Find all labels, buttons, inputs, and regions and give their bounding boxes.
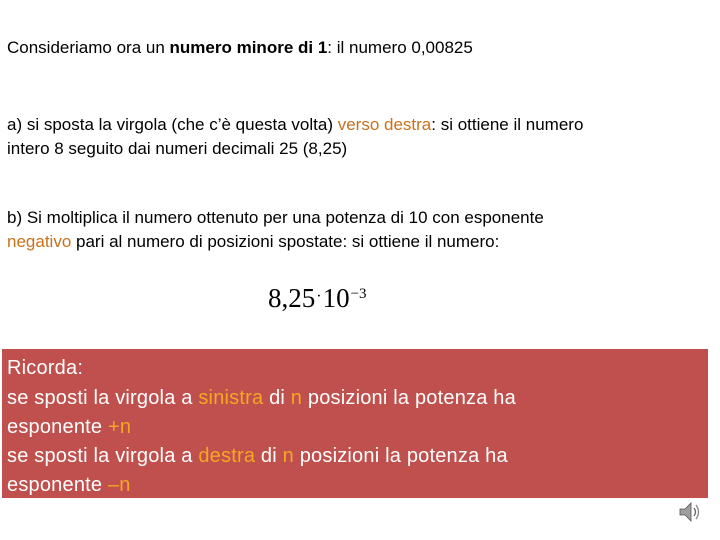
formula-base: 10 (322, 283, 350, 313)
intro-part1: Consideriamo ora un (7, 38, 170, 57)
step-b-line1: b) Si moltiplica il numero ottenuto per una potenza di 10 con esponente (7, 208, 544, 227)
reminder-line2 (7, 415, 131, 439)
formula-dot: · (316, 288, 322, 305)
reminder-line1 (7, 386, 516, 410)
step-a-line2: intero 8 seguito dai numeri decimali 25 (8,25) (7, 139, 348, 158)
step-b-text: pari al numero di posizioni spostate: si ottiene il numero: (71, 232, 500, 251)
step-a-line1 (7, 115, 583, 135)
reminder-text: esponente (7, 474, 108, 496)
reminder-line4 (7, 473, 131, 497)
reminder-text: di (263, 387, 291, 409)
step-a-text: a) si sposta la virgola (che c’è questa volta) (7, 115, 338, 134)
reminder-highlight-sinistra: sinistra (198, 387, 264, 409)
intro-bold: numero minore di 1 (169, 38, 328, 57)
step-a-highlight: verso destra (337, 115, 432, 134)
reminder-highlight-n: n (290, 387, 303, 409)
reminder-title: Ricorda: (7, 357, 84, 379)
reminder-text: posizioni la potenza ha (293, 445, 508, 467)
step-b-highlight: negativo (7, 232, 72, 251)
reminder-box (2, 349, 708, 498)
reminder-highlight-minus-n: –n (107, 474, 131, 496)
reminder-text: di (255, 445, 283, 467)
intro-part3: : il numero 0,00825 (327, 38, 473, 57)
reminder-text: se sposti la virgola a (7, 387, 199, 409)
reminder-highlight-plus-n: +n (107, 416, 132, 438)
step-b-line2 (7, 232, 499, 252)
reminder-text: esponente (7, 416, 108, 438)
reminder-text: posizioni la potenza ha (302, 387, 516, 409)
step-a-text-end: : si ottiene il numero (431, 115, 584, 134)
formula-mantissa: 8,25 (268, 283, 316, 313)
formula-exponent: −3 (350, 286, 367, 302)
reminder-highlight-destra: destra (198, 445, 256, 467)
reminder-text: se sposti la virgola a (7, 445, 199, 467)
scientific-notation-formula (268, 283, 367, 318)
reminder-highlight-n: n (282, 445, 294, 467)
reminder-line3 (7, 444, 508, 468)
intro-text (7, 38, 473, 58)
speaker-icon[interactable] (679, 501, 703, 523)
